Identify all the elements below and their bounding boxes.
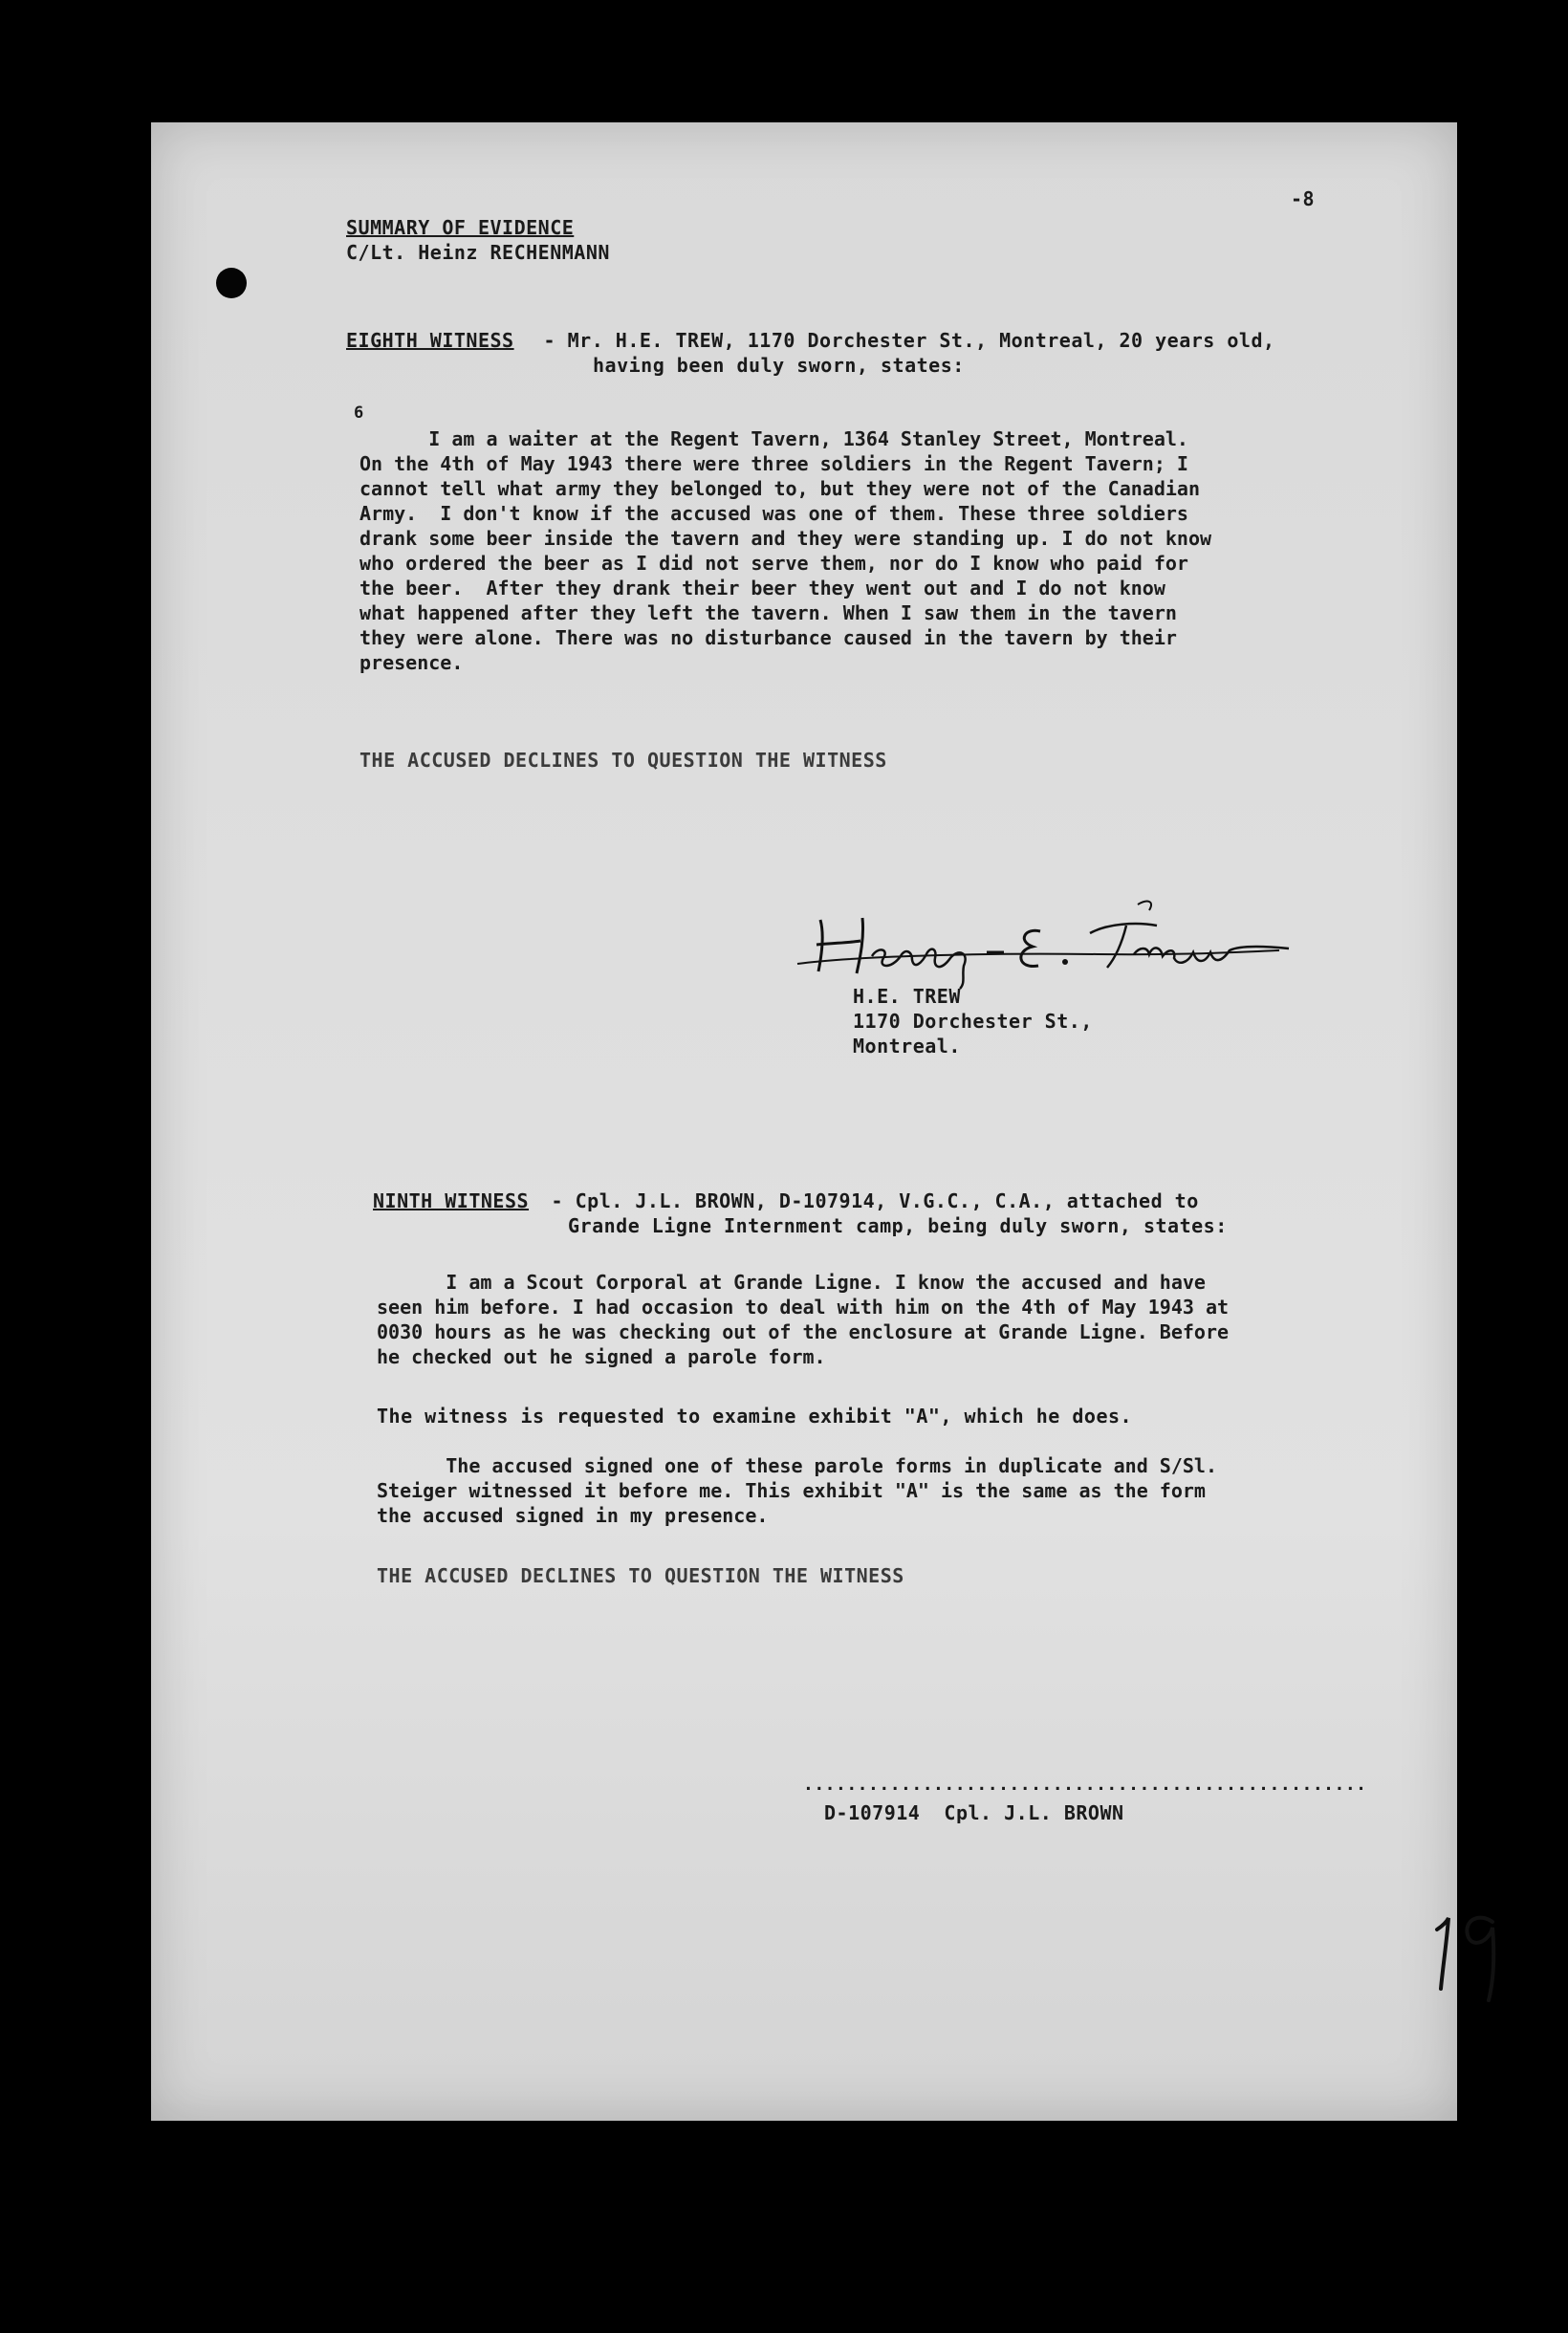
eighth-witness-intro-line2: having been duly sworn, states: — [593, 354, 965, 377]
ninth-witness-intro-line2: Grande Ligne Internment camp, being duly sworn, states: — [568, 1214, 1228, 1237]
ninth-witness-intro-line1: - Cpl. J.L. BROWN, D-107914, V.G.C., C.A., attached to — [539, 1189, 1199, 1212]
ninth-witness-testimony-part1: I am a Scout Corporal at Grande Ligne. I know the accused and have seen him before. I had occasion to deal with him on the 4th of May 1943 at 0030 hours as he was checking out of the enclosure at Grande Ligne. Before he checked out he signed a parole form. — [377, 1271, 1230, 1368]
eighth-witness-signed-name: H.E. TREW — [853, 985, 961, 1008]
eighth-witness-address-line1: 1170 Dorchester St., — [853, 1010, 1093, 1033]
eighth-witness-address-line2: Montreal. — [853, 1035, 961, 1057]
ninth-witness-signer: D-107914 Cpl. J.L. BROWN — [824, 1801, 1124, 1824]
page-number: -8 — [1291, 187, 1316, 210]
punch-hole — [216, 268, 247, 298]
exhibit-note: The witness is requested to examine exhibit "A", which he does. — [377, 1405, 1133, 1428]
ninth-witness-testimony-part2: The accused signed one of these parole forms in duplicate and S/Sl. Steiger witnessed it before me. This exhibit "A" is the same as the form the accused signed in my presence. — [377, 1454, 1217, 1527]
document-subject: C/Lt. Heinz RECHENMANN — [346, 241, 610, 264]
document-title: SUMMARY OF EVIDENCE — [346, 216, 575, 239]
handwritten-signature-trew — [782, 895, 1318, 991]
eighth-witness-testimony: I am a waiter at the Regent Tavern, 1364 Stanley Street, Montreal. On the 4th of May 1943 there were three soldiers in the Regent Tavern; I cannot tell what army they belonged to, but they were not of the Canadian Army. I don't know if the accused was one of them. These three soldiers drank some beer inside the tavern and they were standing up. I do not know who ordered the beer as I did not serve them, nor do I know who paid for the beer. After they drank their beer they went out and I do not know what happened after they left the tavern. When I saw them in the tavern they were alone. There was no disturbance caused in the tavern by their presence. — [359, 427, 1212, 674]
eighth-witness-declines: THE ACCUSED DECLINES TO QUESTION THE WITNESS — [359, 749, 887, 772]
eighth-witness-intro-line1: - Mr. H.E. TREW, 1170 Dorchester St., Montreal, 20 years old, — [532, 329, 1275, 352]
ninth-witness-label: NINTH WITNESS — [373, 1189, 530, 1212]
signature-line: .................................................... — [803, 1775, 1367, 1795]
eighth-witness-marker: 6 — [354, 403, 364, 423]
handwritten-page-number — [1427, 1901, 1514, 2006]
ninth-witness-declines: THE ACCUSED DECLINES TO QUESTION THE WITNESS — [377, 1564, 904, 1587]
eighth-witness-label: EIGHTH WITNESS — [346, 329, 514, 352]
document-page — [151, 122, 1457, 2121]
